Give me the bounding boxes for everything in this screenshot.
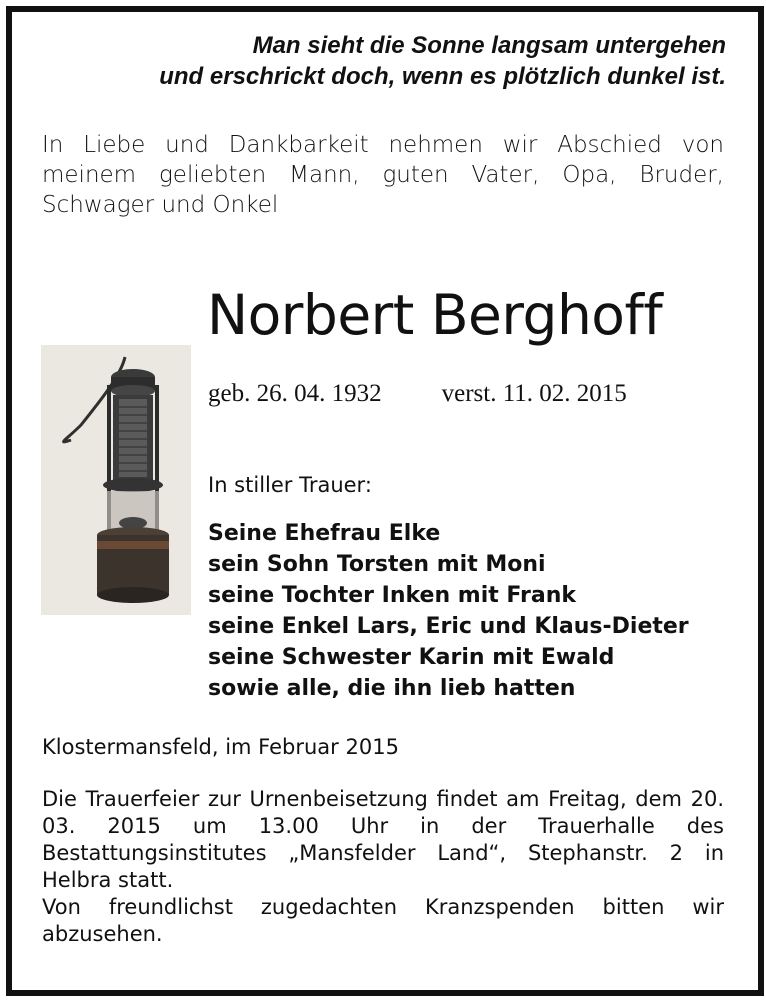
mourner-line: seine Tochter Inken mit Frank	[208, 583, 577, 608]
motto	[159, 30, 726, 92]
mourning-label: In stiller Trauer:	[208, 473, 372, 497]
mourner-line: Seine Ehefrau Elke	[208, 521, 441, 546]
deceased-name: Norbert Berghoff	[207, 283, 663, 347]
motto-line-2: und erschrickt doch, wenn es plötzlich dunkel ist.	[159, 63, 726, 90]
place-date: Klostermansfeld, im Februar 2015	[42, 735, 399, 759]
intro-text: In Liebe und Dankbarkeit nehmen wir Abschied von meinem geliebten Mann, guten Vater, Opa, Bruder, Schwager und Onkel	[42, 132, 724, 218]
wreath-note: Von freundlichst zugedachten Kranzspenden bitten wir abzusehen.	[42, 895, 724, 946]
ceremony-info	[42, 786, 724, 948]
mourners-list	[208, 518, 689, 704]
life-dates	[208, 380, 627, 408]
mourner-line: sein Sohn Torsten mit Moni	[208, 552, 546, 577]
mourner-line: seine Enkel Lars, Eric und Klaus-Dieter	[208, 614, 689, 639]
mourner-line: sowie alle, die ihn lieb hatten	[208, 676, 576, 701]
motto-line-1: Man sieht die Sonne langsam untergehen	[252, 32, 726, 59]
ceremony-details: Die Trauerfeier zur Urnenbeisetzung findet am Freitag, dem 20. 03. 2015 um 13.00 Uhr in der Trauerhalle des Bestattungsinstitutes „Mansfelder Land“, Stephanstr. 2 in Helbra statt.	[42, 787, 724, 892]
death-date: verst. 11. 02. 2015	[441, 380, 627, 407]
birth-date: geb. 26. 04. 1932	[208, 380, 382, 407]
miner-lamp-image	[41, 345, 191, 615]
mourner-line: seine Schwester Karin mit Ewald	[208, 645, 615, 670]
